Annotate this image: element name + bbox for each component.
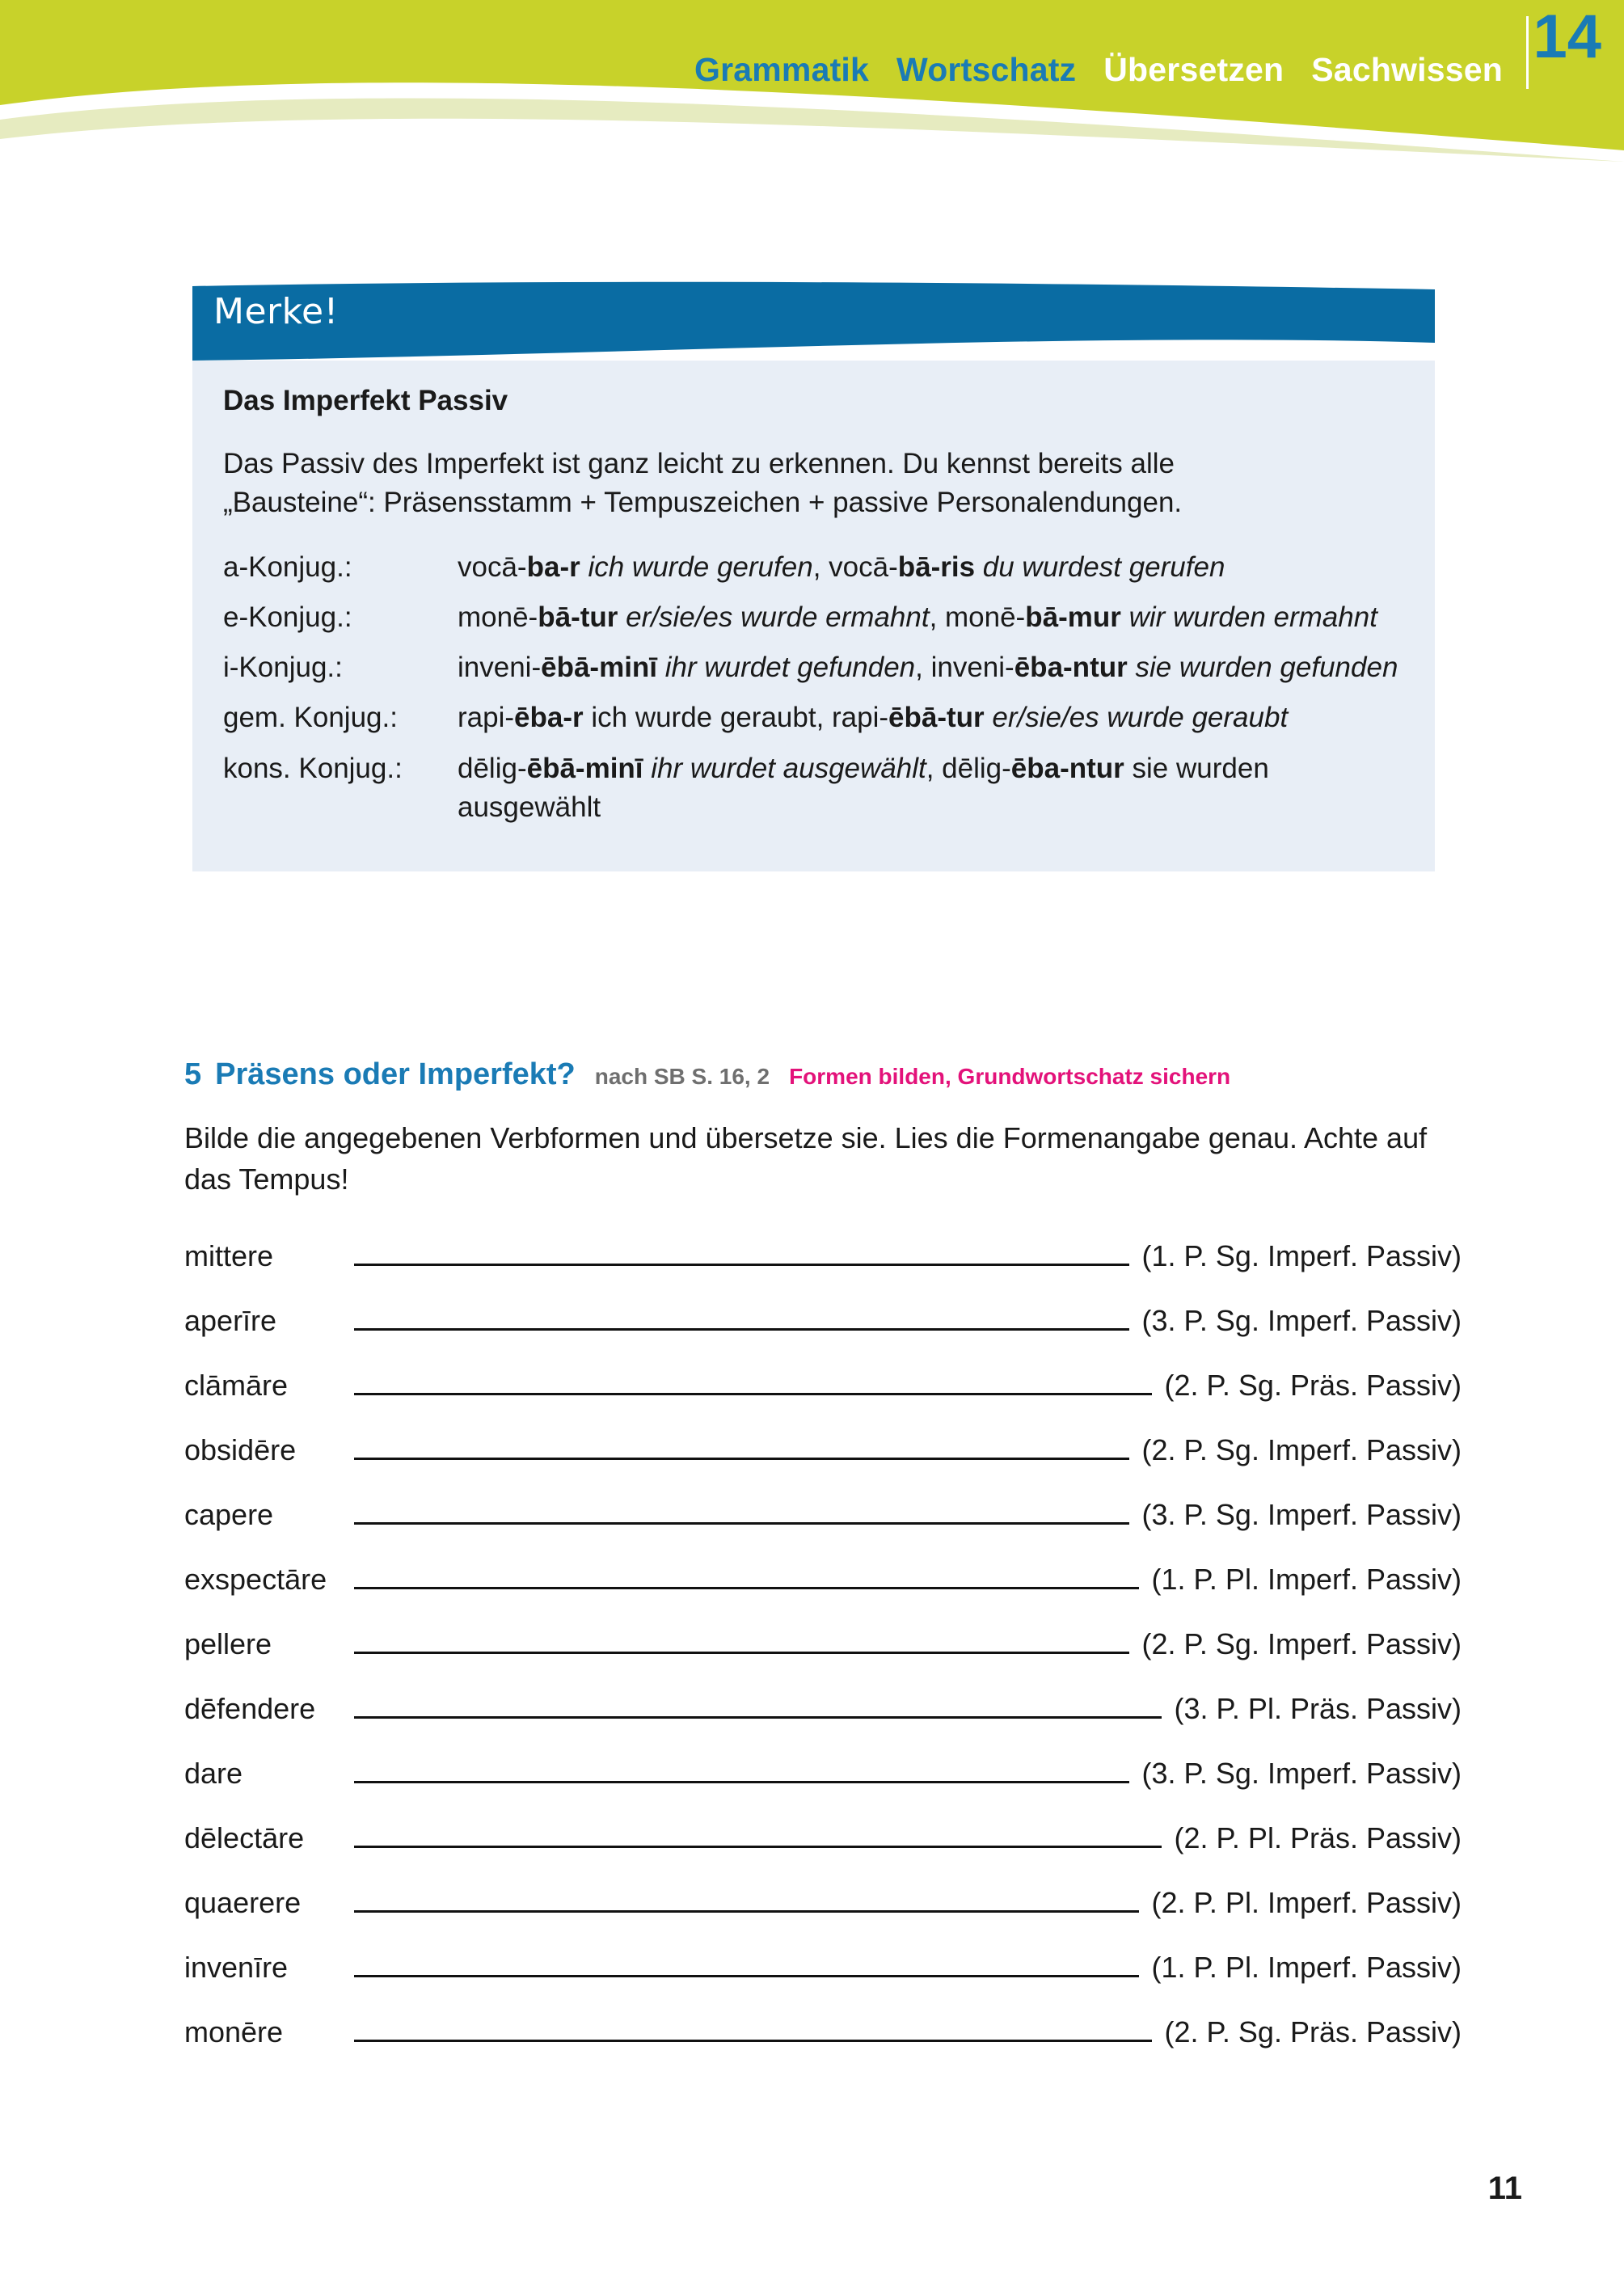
conjugation-label: kons. Konjug.: (223, 752, 403, 784)
header-divider (1526, 16, 1529, 89)
page-number: 11 (1487, 2171, 1522, 2206)
form-annotation: (2. P. Sg. Imperf. Passiv) (1141, 1433, 1462, 1466)
answer-blank[interactable] (354, 1230, 1129, 1266)
verb-label: monēre (184, 2015, 284, 2048)
conjugation-forms: monē-bā-tur er/sie/es wurde ermahnt, monē-bā-mur wir wurden ermahnt (458, 601, 1377, 633)
page-header (0, 0, 1624, 162)
exercise-row (184, 1942, 1462, 2006)
exercise-row (184, 1812, 1462, 1877)
verb-label: invenīre (184, 1951, 289, 1984)
conjugation-forms: inveni-ēbā-minī ihr wurdet gefunden, inveni-ēba-ntur sie wurden gefunden (458, 652, 1398, 684)
exercise-header (184, 1057, 1230, 1092)
verb-label: dēfendere (184, 1692, 316, 1725)
form-annotation: (2. P. Sg. Präs. Passiv) (1164, 1369, 1462, 1402)
form-annotation: (2. P. Sg. Imperf. Passiv) (1141, 1627, 1462, 1660)
answer-blank[interactable] (354, 1489, 1129, 1525)
merke-box (192, 281, 1435, 871)
verb-label: obsidēre (184, 1433, 297, 1466)
conjugation-label: e-Konjug.: (223, 601, 352, 633)
exercise-row (184, 1748, 1462, 1812)
exercise-number: 5 (184, 1057, 202, 1091)
exercise-title: Präsens oder Imperfekt? (215, 1057, 576, 1091)
form-annotation: (2. P. Sg. Präs. Passiv) (1164, 2015, 1462, 2048)
conjugation-forms: rapi-ēba-r ich wurde geraubt, rapi-ēbā-tur er/sie/es wurde geraubt (458, 702, 1289, 734)
verb-label: exspectāre (184, 1563, 327, 1596)
verb-label: quaerere (184, 1886, 302, 1919)
exercise-reference: nach SB S. 16, 2 (594, 1064, 770, 1089)
form-annotation: (3. P. Sg. Imperf. Passiv) (1141, 1498, 1462, 1531)
conjugation-forms: dēlig-ēbā-minī ihr wurdet ausgewählt, dēlig-ēba-ntur sie wurden ausgewählt (458, 752, 1269, 824)
answer-blank[interactable] (354, 1877, 1139, 1913)
form-annotation: (3. P. Sg. Imperf. Passiv) (1141, 1304, 1462, 1337)
conjugation-label: gem. Konjug.: (223, 702, 398, 734)
form-annotation: (1. P. Sg. Imperf. Passiv) (1141, 1239, 1462, 1272)
exercise-row (184, 1295, 1462, 1360)
conjugation-row (223, 594, 1403, 644)
form-annotation: (1. P. Pl. Imperf. Passiv) (1151, 1951, 1462, 1984)
merke-heading: Das Imperfekt Passiv (223, 385, 508, 416)
conjugation-table (223, 544, 1403, 835)
conjugation-row (223, 694, 1403, 745)
verb-label: aperīre (184, 1304, 277, 1337)
merke-box-header (192, 281, 1435, 361)
exercise-row (184, 1618, 1462, 1683)
conjugation-label: a-Konjug.: (223, 551, 352, 583)
merke-header-shape (192, 281, 1435, 361)
nav-item-grammatik[interactable]: Grammatik (694, 51, 870, 88)
header-nav (694, 51, 1503, 89)
exercise-row (184, 1230, 1462, 1295)
merke-intro (223, 445, 1403, 523)
verb-label: clāmāre (184, 1369, 289, 1402)
answer-blank[interactable] (354, 1748, 1129, 1783)
merke-title: Merke! (213, 291, 339, 332)
answer-blank[interactable] (354, 2006, 1152, 2042)
verb-label: pellere (184, 1627, 272, 1660)
unit-number: 14 (1533, 2, 1601, 71)
answer-blank[interactable] (354, 1295, 1129, 1331)
verb-label: mittere (184, 1239, 274, 1272)
nav-item-uebersetzen[interactable]: Übersetzen (1103, 51, 1284, 88)
verb-label: capere (184, 1498, 274, 1531)
verb-label: dēlectāre (184, 1821, 305, 1854)
merke-intro-line1: Das Passiv des Imperfekt ist ganz leicht zu erkennen. Du kennst bereits alle (223, 448, 1175, 479)
form-annotation: (3. P. Sg. Imperf. Passiv) (1141, 1757, 1462, 1790)
answer-blank[interactable] (354, 1683, 1162, 1719)
answer-blank[interactable] (354, 1360, 1152, 1395)
conjugation-forms: vocā-ba-r ich wurde gerufen, vocā-bā-ris du wurdest gerufen (458, 551, 1225, 583)
exercise-row (184, 1877, 1462, 1942)
exercise-tags: Formen bilden, Grundwortschatz sichern (789, 1064, 1231, 1089)
exercise-rows (184, 1230, 1462, 2071)
form-annotation: (1. P. Pl. Imperf. Passiv) (1151, 1563, 1462, 1596)
exercise-row (184, 1489, 1462, 1554)
exercise-instruction: Bilde die angegebenen Verbformen und übersetze sie. Lies die Formenangabe genau. Achte auf das Tempus! (184, 1121, 1428, 1196)
form-annotation: (2. P. Pl. Präs. Passiv) (1174, 1821, 1462, 1854)
merke-box-body (192, 361, 1435, 871)
conjugation-table-body (223, 544, 1403, 835)
verb-label: dare (184, 1757, 243, 1790)
conjugation-row (223, 544, 1403, 594)
answer-blank[interactable] (354, 1554, 1139, 1589)
exercise-row (184, 1360, 1462, 1424)
answer-blank[interactable] (354, 1942, 1139, 1977)
form-annotation: (2. P. Pl. Imperf. Passiv) (1151, 1886, 1462, 1919)
form-annotation: (3. P. Pl. Präs. Passiv) (1174, 1692, 1462, 1725)
nav-item-sachwissen[interactable]: Sachwissen (1311, 51, 1503, 88)
merke-intro-line2: „Bausteine“: Präsensstamm + Tempuszeichen + passive Personalendungen. (223, 487, 1183, 519)
answer-blank[interactable] (354, 1812, 1162, 1848)
conjugation-row (223, 644, 1403, 694)
conjugation-row (223, 745, 1403, 835)
conjugation-label: i-Konjug.: (223, 652, 343, 684)
exercise-row (184, 1683, 1462, 1748)
nav-item-wortschatz[interactable]: Wortschatz (896, 51, 1077, 88)
exercise-row (184, 1424, 1462, 1489)
answer-blank[interactable] (354, 1424, 1129, 1460)
answer-blank[interactable] (354, 1618, 1129, 1654)
exercise-row (184, 2006, 1462, 2071)
exercise-row (184, 1554, 1462, 1618)
